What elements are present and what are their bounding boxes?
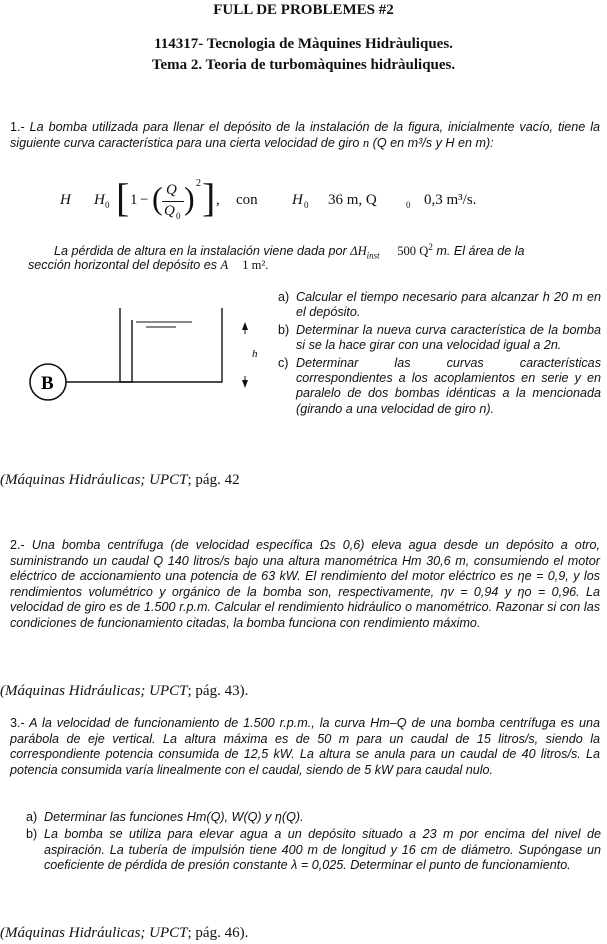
problem-1-options [278,290,601,417]
option-b: b) Determinar la nueva curva característica de la bomba si se la hace girar con una velocidad igual a 2n. [278,322,601,353]
right-bracket: ] [202,175,216,220]
problem-2-source: (Máquinas Hidráulicas; UPCT; pág. 43). [0,683,249,699]
tank-outline [120,308,222,382]
problem-3-source: (Máquinas Hidráulicas; UPCT; pág. 46). [0,925,249,941]
formula-Q: Q [166,182,177,198]
arrow-down-icon [242,380,248,388]
formula-H: H [60,192,71,208]
problem-1-intro [10,120,600,151]
problem-2: 2.- Una bomba centrífuga (de velocidad específica Ωs 0,6) eleva agua desde un depósito a otro, suministrando un caudal Q 140 litros/s bajo una altura manométrica Hm 30,6 m, consumiendo el motor eléctrico de accionamiento una potencia de 63 kW. El rendimiento del motor eléctrico es ηe = 0,9, y los rendimientos volumétrico y orgánico de la bomba son, respectivamente, ηv = 0,94 y ηo = 0,96. La velocidad de giro es de 1.500 r.p.m. Calcular el rendimiento hidráulico o manométrico. Razonar si con las condiciones de funcionamiento citadas, la bomba funciona con rendimiento máximo. [10,538,601,630]
pipe [66,320,132,382]
left-bracket: [ [116,175,130,220]
option-a: a) Determinar las funciones Hm(Q), W(Q) y η(Q). [26,810,304,824]
option-b: b) La bomba se utiliza para elevar agua a un depósito situado a 23 m por encima del nivel de aspiración. La tubería de impulsión tiene 400 m de longitud y 16 cm de diámetro. Supóngase un coeficiente de pérdida de presión constante λ = 0,025. Determinar el punto de funcionamiento. [26,827,601,873]
problem-1-source: (Máquinas Hidráulicas; UPCT; pág. 42 [0,472,240,488]
installation-figure [26,300,276,430]
course-title: 114317- Tecnologia de Màquines Hidràuliques. [154,36,453,52]
option-c: c) Determinar las curvas características correspondientes a los acoplamientos en serie y en paralelo de dos bombas idénticas a la mencionada (girando a una velocidad de giro n). [278,355,601,416]
formula-H0: H [94,192,105,208]
formula-one: 1 [130,192,138,208]
problem-text: La bomba utilizada para llenar el depósito de la instalación de la figura, inicialmente vacío, tiene la siguiente curva característica para una cierta velocidad de giro [10,120,601,150]
symbol-n: n [362,135,370,150]
problem-1-area: sección horizontal del depósito es A 1 m². [28,258,269,272]
right-paren: ) [184,180,195,216]
problem-text: (Q en m³/s y H en m): [372,135,494,150]
problem-number: 1.- [10,120,25,134]
option-a: a) Calcular el tiempo necesario para alcanzar h 20 m en el depósito. [278,290,601,320]
formula-Q0: Q [164,203,175,219]
left-paren: ( [152,180,163,216]
problem-1-loss: La pérdida de altura en la instalación viene dada por $\Delta H_{inst}$ 500 $Q^2$ m. El área de la [54,242,525,261]
formula-con: con [236,192,258,208]
fraction-bar [162,201,184,202]
h-label: h [252,348,258,360]
formula-H0-value: 36 m, Q [328,192,377,208]
topic-title: Tema 2. Teoria de turbomàquines hidràuliques. [151,57,456,73]
arrow-up-icon [242,322,248,330]
loss-value: 500 $Q^2$ [397,242,433,259]
problem-3: 3.- A la velocidad de funcionamiento de 1.500 r.p.m., la curva Hm–Q de una bomba centrífuga es una parábola de eje vertical. La altura máxima es de 50 m para un caudal de 15 litros/s, siendo la correspondiente potencia consumida de 12,5 kW. La altura se anula para un caudal de 40 litros/s. La potencia consumida varía linealmente con el caudal, siendo de 5 kW para caudal nulo. [10,716,600,777]
sheet-title: FULL DE PROBLEMES #2 [213,2,394,18]
pump-label: B [41,373,54,394]
symbol-delta-H: $\Delta H_{inst}$ [350,244,380,261]
formula-Q0-value: 0,3 m³/s. [424,192,477,208]
problem-3-options [26,810,601,874]
formula-characteristic-curve: H H 0 [ 1 − ( Q Q 0 ) 2 ] , con H 0 36 m, Q 0 0,3 m³/s. [60,175,477,221]
